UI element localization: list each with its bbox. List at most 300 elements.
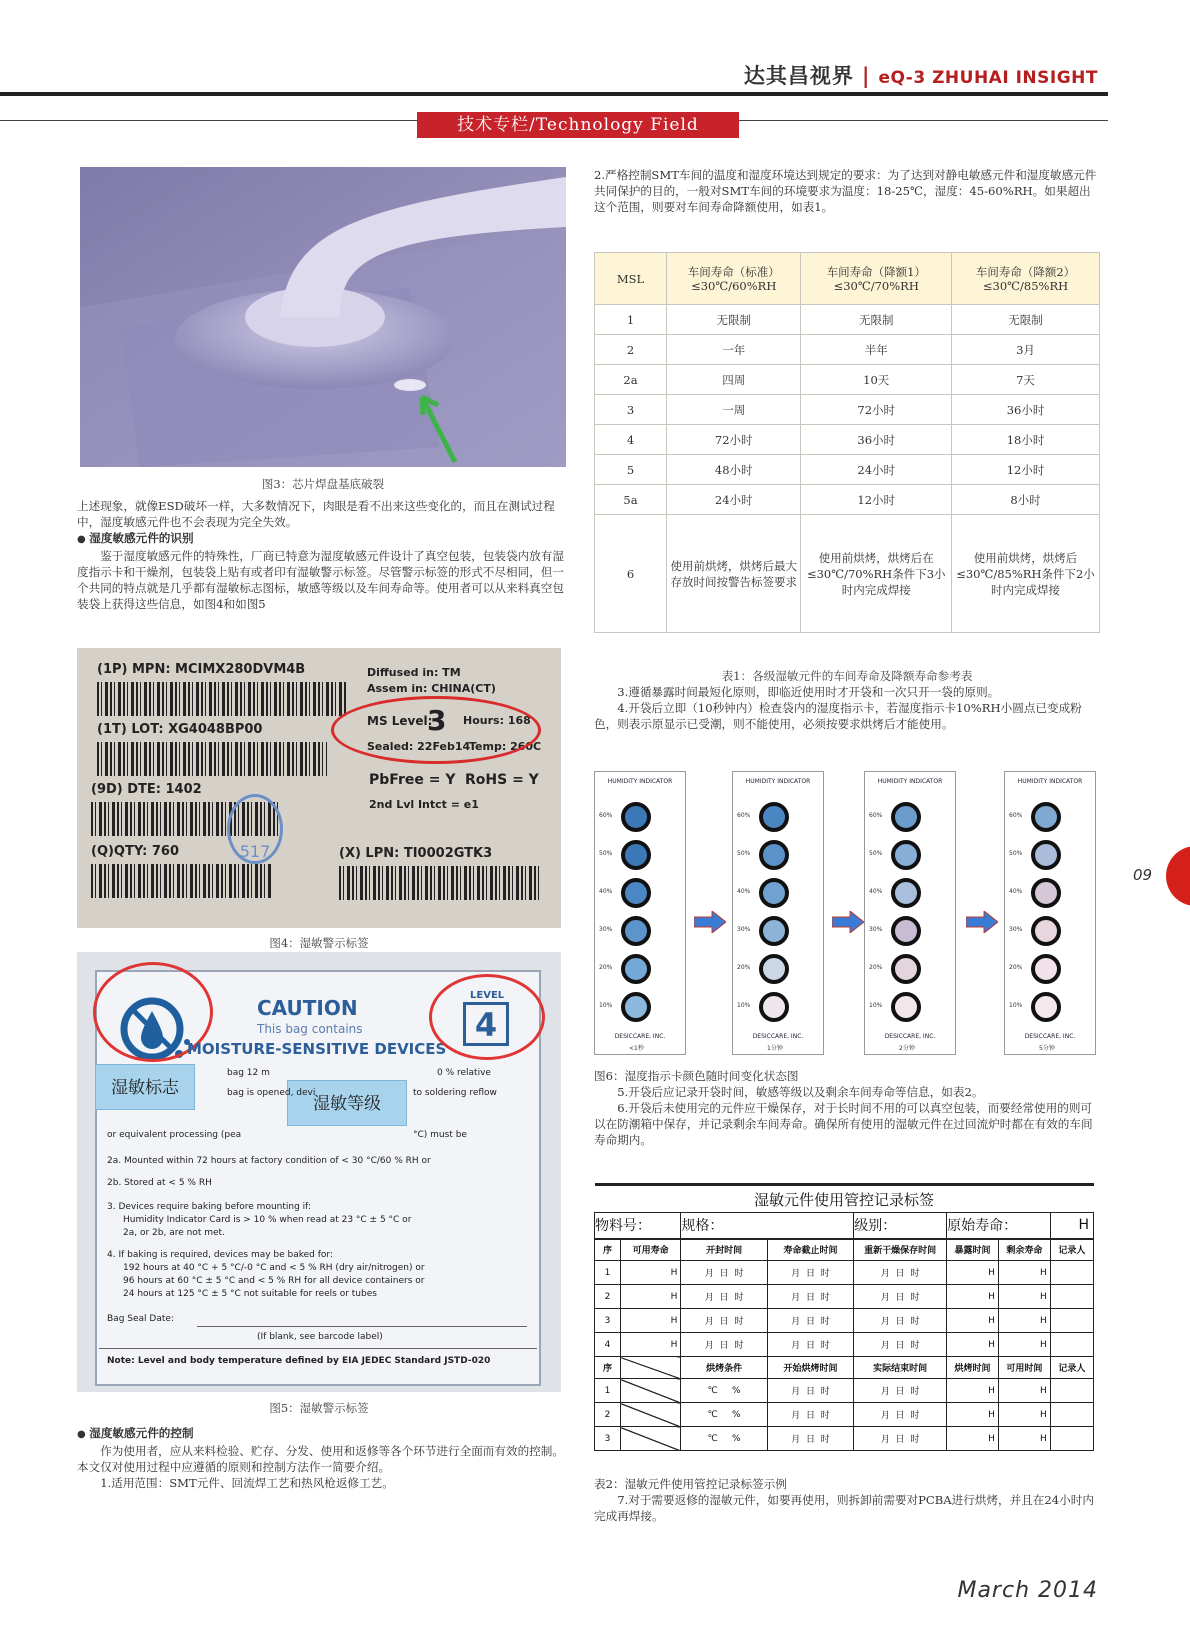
label-line: 0 % relative (437, 1068, 491, 1078)
header-rule (0, 92, 1108, 96)
level-label: LEVEL (470, 990, 505, 1001)
ms-level-label: MS Level: (367, 714, 433, 728)
indicator-dot (1031, 878, 1061, 908)
table-header-cell: 实际结束时间 (854, 1357, 947, 1379)
table-cell: H (947, 1403, 999, 1427)
unit-month: 月 (880, 1411, 890, 1421)
hours-label: Hours: 168 (463, 714, 531, 727)
label-line: 2b. Stored at < 5 % RH (107, 1178, 212, 1188)
table-row (595, 305, 1100, 335)
unit-time: 时 (910, 1341, 920, 1351)
table-cell (767, 1261, 853, 1285)
table-row (595, 485, 1100, 515)
material-no: 物料号： (595, 1213, 681, 1239)
label-line: bag is opened, devi (227, 1088, 316, 1098)
msl-floor-life-table (594, 252, 1100, 633)
table-cell (681, 1379, 767, 1403)
highlight-ellipse (429, 974, 545, 1060)
label-line: to soldering reflow (413, 1088, 497, 1098)
divider (99, 1348, 537, 1349)
record-info-row (595, 1213, 1094, 1239)
humidity-indicator-figure (594, 771, 1100, 1059)
barcode (97, 742, 327, 776)
table-cell (681, 1403, 767, 1427)
level-20: 20% (1009, 964, 1023, 971)
unit-day: 日 (806, 1317, 816, 1327)
table-cell: 7天 (952, 365, 1100, 395)
table-cell: 5a (595, 485, 667, 515)
unit-deg: ℃ (707, 1385, 718, 1396)
label-line: °C) must be (413, 1130, 467, 1140)
page-number: 09 (1133, 866, 1153, 884)
indicator-dot (621, 802, 651, 832)
seal-number: 517 (239, 842, 271, 861)
figure-5-caption: 图5：湿敏警示标签 (269, 1401, 369, 1415)
card-title: HUMIDITY INDICATOR (1017, 778, 1083, 785)
card-brand: DESICCARE, INC. (1024, 1033, 1076, 1040)
table-header-cell: MSL (595, 253, 667, 305)
table-2-caption: 表2：湿敏元件使用管控记录标签示例 (594, 1477, 787, 1491)
table-header-cell: 重新干燥保存时间 (854, 1239, 947, 1261)
label-line: or equivalent processing (pea (107, 1130, 242, 1140)
unit-month: 月 (880, 1387, 890, 1397)
table-cell (767, 1379, 853, 1403)
table-cell: H (947, 1427, 999, 1451)
table-cell: 6 (595, 515, 667, 633)
underline (197, 1326, 527, 1327)
highlight-ellipse (331, 696, 541, 764)
table-header-cell-slash (620, 1357, 680, 1379)
label-line: 2a. Mounted within 72 hours at factory condition of < 30 °C/60 % RH or (107, 1156, 431, 1166)
table-cell: H (998, 1285, 1050, 1309)
indicator-dot (621, 840, 651, 870)
record-title-row (595, 1185, 1094, 1213)
table-cell: H (947, 1285, 999, 1309)
table-cell-slash (620, 1427, 680, 1451)
unit-month: 月 (704, 1293, 714, 1303)
unit-month: 月 (880, 1341, 890, 1351)
table-cell: 半年 (801, 335, 952, 365)
unit-time: 时 (820, 1387, 830, 1397)
blank-note: (If blank, see barcode label) (257, 1332, 383, 1342)
label-line: 3. Devices require baking before mounting if: (107, 1202, 312, 1212)
time-label: <1秒 (629, 1045, 644, 1052)
indicator-dot (759, 916, 789, 946)
table-header-cell: 车间寿命（标准）≤30℃/60%RH (667, 253, 801, 305)
card-title: HUMIDITY INDICATOR (607, 778, 673, 785)
unit-time: 时 (820, 1293, 830, 1303)
unit-deg: ℃ (707, 1409, 718, 1420)
unit-time: 时 (910, 1387, 920, 1397)
table-header-cell: 车间寿命（降额2）≤30℃/85%RH (952, 253, 1100, 305)
unit-day: 日 (806, 1293, 816, 1303)
card-brand: DESICCARE, INC. (614, 1033, 666, 1040)
unit-time: 时 (910, 1293, 920, 1303)
unit-pct: % (732, 1385, 741, 1396)
unit-time: 时 (734, 1317, 744, 1327)
unit-pct: % (732, 1409, 741, 1420)
caution-title: CAUTION (257, 996, 358, 1020)
paragraph: 3.遵循暴露时间最短化原则，即临近使用时才开袋和一次只开一袋的原则。 (617, 685, 1000, 699)
arrow-right-icon (694, 911, 726, 933)
table-cell: 36小时 (952, 395, 1100, 425)
table-row (595, 1403, 1094, 1427)
indicator-dot (891, 802, 921, 832)
row-number: 2 (595, 1285, 621, 1309)
unit-month: 月 (704, 1269, 714, 1279)
level-20: 20% (869, 964, 883, 971)
table-cell: 24小时 (667, 485, 801, 515)
unit-day: 日 (719, 1341, 729, 1351)
right-text-block-3 (594, 1068, 1100, 1148)
indicator-dot (1031, 802, 1061, 832)
level-20: 20% (599, 964, 613, 971)
indicator-dot (759, 954, 789, 984)
figure-4-caption: 图4：湿敏警示标签 (269, 936, 369, 950)
unit-time: 时 (734, 1269, 744, 1279)
paragraph: 作为使用者，应从来料检验、贮存、分发、使用和返修等各个环节进行全面而有效的控制。本文仅对使用过程中应遵循的原则和控制方法作一简要介绍。 (77, 1444, 564, 1474)
table-cell: 8小时 (952, 485, 1100, 515)
jedec-note: Note: Level and body temperature defined by EIA JEDEC Standard JSTD-020 (107, 1356, 491, 1366)
table-cell: 3 (595, 395, 667, 425)
table-row (595, 1285, 1094, 1309)
label-line: bag 12 m (227, 1068, 270, 1078)
table-cell (854, 1333, 947, 1357)
humidity-card (864, 771, 956, 1055)
card-brand: DESICCARE, INC. (752, 1033, 804, 1040)
indicator-dot (891, 992, 921, 1022)
figure-4-photo (77, 648, 561, 928)
level: 级别： (854, 1213, 947, 1239)
level-50: 50% (1009, 850, 1023, 857)
table-cell: 24小时 (801, 455, 952, 485)
table-cell (1050, 1261, 1093, 1285)
card-title: HUMIDITY INDICATOR (745, 778, 811, 785)
unit-day: 日 (719, 1293, 729, 1303)
label-line: Humidity Indicator Card is > 10 % when read at 23 °C ± 5 °C or (123, 1215, 412, 1225)
paragraph: 7.对于需要返修的湿敏元件，如要再使用，则拆卸前需要对PCBA进行烘烤，并且在24小时内完成再焊接。 (594, 1493, 1094, 1523)
unit-h: H (1050, 1213, 1093, 1239)
paragraph: 5.开袋后应记录开袋时间，敏感等级以及剩余车间寿命等信息，如表2。 (617, 1085, 984, 1099)
table-cell (1050, 1403, 1093, 1427)
level-10: 10% (737, 1002, 751, 1009)
table-header-cell: 序 (595, 1239, 621, 1261)
level-10: 10% (1009, 1002, 1023, 1009)
level-40: 40% (737, 888, 751, 895)
brand-en: eQ-3 ZHUHAI INSIGHT (878, 68, 1098, 88)
figure-6-caption: 图6：湿度指示卡颜色随时间变化状态图 (594, 1069, 799, 1083)
unit-time: 时 (910, 1317, 920, 1327)
bullet-heading-control: ● 湿度敏感元件的控制 (77, 1425, 567, 1443)
level-30: 30% (1009, 926, 1023, 933)
indicator-dot (759, 992, 789, 1022)
unit-time: 时 (910, 1435, 920, 1445)
level-30: 30% (737, 926, 751, 933)
table-cell: H (620, 1333, 680, 1357)
unit-day: 日 (806, 1411, 816, 1421)
table-cell: 无限制 (801, 305, 952, 335)
row-number: 1 (595, 1261, 621, 1285)
table-cell (767, 1309, 853, 1333)
unit-deg: ℃ (707, 1433, 718, 1444)
table-cell (1050, 1379, 1093, 1403)
table-cell (854, 1403, 947, 1427)
figure-3-caption: 图3：芯片焊盘基底破裂 (261, 477, 385, 491)
table-cell (854, 1309, 947, 1333)
table-cell-slash (620, 1379, 680, 1403)
table-row (595, 515, 1100, 633)
table-header-row (595, 1239, 1094, 1261)
table-cell: 12小时 (952, 455, 1100, 485)
table-cell: H (620, 1309, 680, 1333)
unit-day: 日 (806, 1341, 816, 1351)
table-cell-slash (620, 1403, 680, 1427)
table-cell (767, 1333, 853, 1357)
table-cell: H (947, 1261, 999, 1285)
indicator-dot (1031, 840, 1061, 870)
humidity-card (594, 771, 686, 1055)
table-header-cell: 可用寿命 (620, 1239, 680, 1261)
table-cell: 3月 (952, 335, 1100, 365)
right-text-block-1 (594, 167, 1100, 215)
level-60: 60% (1009, 812, 1023, 819)
diffused-label: Diffused in: TM (367, 666, 461, 679)
table-cell (1050, 1309, 1093, 1333)
callout-moisture-icon: 湿敏标志 (95, 1064, 195, 1110)
page-tab-marker (1166, 846, 1190, 906)
table-header-cell: 序 (595, 1357, 621, 1379)
level-60: 60% (869, 812, 883, 819)
unit-month: 月 (791, 1269, 801, 1279)
table-cell (854, 1427, 947, 1451)
barcode (91, 864, 271, 898)
table-cell: H (998, 1333, 1050, 1357)
unit-time: 时 (820, 1411, 830, 1421)
level-40: 40% (869, 888, 883, 895)
unit-time: 时 (734, 1341, 744, 1351)
bullet-heading-identification: ● 湿度敏感元件的识别 (77, 530, 567, 548)
level-20: 20% (737, 964, 751, 971)
table-cell: 72小时 (667, 425, 801, 455)
table-cell (681, 1309, 767, 1333)
table-cell (681, 1333, 767, 1357)
paragraph: 2.严格控制SMT车间的温度和湿度环境达到规定的要求：为了达到对静电敏感元件和湿度敏感元件共同保护的目的，一般对SMT车间的环境要求为温度：18-25℃，湿度：45-60%RH。如果超出这个范围，则要对车间寿命降额使用，如表1。 (594, 168, 1097, 214)
table-cell (854, 1261, 947, 1285)
table-row (595, 1309, 1094, 1333)
table-cell (681, 1285, 767, 1309)
table-cell: H (998, 1261, 1050, 1285)
brand-cn: 达其昌视界 (743, 63, 854, 88)
left-text-block-1 (77, 498, 567, 612)
table-row (595, 1261, 1094, 1285)
table-cell: 5 (595, 455, 667, 485)
table-cell: H (620, 1261, 680, 1285)
table-header-cell: 剩余寿命 (998, 1239, 1050, 1261)
unit-month: 月 (791, 1411, 801, 1421)
table-cell: H (947, 1379, 999, 1403)
table-cell (854, 1379, 947, 1403)
table-row (595, 455, 1100, 485)
label-line: 192 hours at 40 °C + 5 °C/-0 °C and < 5 % RH (dry air/nitrogen) or (123, 1263, 425, 1273)
unit-day: 日 (806, 1387, 816, 1397)
table-cell: 2a (595, 365, 667, 395)
unit-month: 月 (880, 1435, 890, 1445)
unit-day: 日 (719, 1269, 729, 1279)
brand: 达其昌视界 | eQ-3 ZHUHAI INSIGHT (743, 63, 1098, 88)
level-40: 40% (599, 888, 613, 895)
indicator-dot (621, 954, 651, 984)
indicator-dot (621, 992, 651, 1022)
table-cell: H (620, 1285, 680, 1309)
table-cell (854, 1285, 947, 1309)
bag-seal-date: Bag Seal Date: (107, 1314, 174, 1324)
time-label: 1分钟 (767, 1045, 783, 1052)
table-cell: 48小时 (667, 455, 801, 485)
table-row (595, 1379, 1094, 1403)
table-cell (1050, 1333, 1093, 1357)
table-header-row (595, 1357, 1094, 1379)
unit-day: 日 (895, 1411, 905, 1421)
barcode (339, 866, 539, 900)
table-cell (767, 1403, 853, 1427)
table-header-cell: 暴露时间 (947, 1239, 999, 1261)
table-header-cell: 车间寿命（降额1）≤30℃/70%RH (801, 253, 952, 305)
table-header-cell: 开始烘烤时间 (767, 1357, 853, 1379)
unit-day: 日 (895, 1269, 905, 1279)
unit-pct: % (732, 1433, 741, 1444)
indicator-dot (1031, 992, 1061, 1022)
table-header-cell: 寿命截止时间 (767, 1239, 853, 1261)
table-cell: 4 (595, 425, 667, 455)
lpn-label: (X) LPN: TI0002GTK3 (339, 846, 493, 861)
right-text-block-2 (594, 668, 1100, 732)
table-cell (681, 1261, 767, 1285)
paragraph: 4.开袋后立即（10秒钟内）检查袋内的湿度指示卡，若湿度指示卡10%RH小圆点已变成粉色，则表示原显示已受潮，则不能使用，必须按要求烘烤后才能使用。 (594, 701, 1082, 731)
row-number: 4 (595, 1333, 621, 1357)
humidity-card (1004, 771, 1096, 1055)
table-cell: 无限制 (952, 305, 1100, 335)
table-header-cell: 烘烤条件 (681, 1357, 767, 1379)
lot-label: (1T) LOT: XG4048BP00 (97, 722, 263, 737)
table-cell: 使用前烘烤，烘烤后最大存放时间按警告标签要求 (667, 515, 801, 633)
indicator-dot (891, 878, 921, 908)
dte-label: (9D) DTE: 1402 (91, 782, 202, 797)
table-cell (681, 1427, 767, 1451)
unit-month: 月 (791, 1435, 801, 1445)
level-value: 4 (463, 1002, 509, 1046)
table-header-row (595, 253, 1100, 305)
unit-day: 日 (895, 1435, 905, 1445)
unit-day: 日 (806, 1269, 816, 1279)
table-cell (1050, 1427, 1093, 1451)
unit-time: 时 (734, 1293, 744, 1303)
level-50: 50% (737, 850, 751, 857)
card-brand: DESICCARE, INC. (884, 1033, 936, 1040)
unit-time: 时 (910, 1269, 920, 1279)
unit-month: 月 (704, 1341, 714, 1351)
unit-time: 时 (820, 1317, 830, 1327)
paragraph: 6.开袋后未使用完的元件应干燥保存，对于长时间不用的可以真空包装，而要经常使用的则可以在防潮箱中保存，并记录剩余车间寿命。确保所有使用的湿敏元件在过回流炉时都在有效的车间寿命期内。 (594, 1101, 1093, 1147)
table-cell: 72小时 (801, 395, 952, 425)
time-label: 2分钟 (899, 1045, 915, 1052)
level-50: 50% (599, 850, 613, 857)
figure-3-photo (80, 167, 566, 467)
table-row (595, 425, 1100, 455)
level-40: 40% (1009, 888, 1023, 895)
callout-level: 湿敏等级 (287, 1080, 407, 1126)
row-number: 3 (595, 1309, 621, 1333)
unit-month: 月 (704, 1317, 714, 1327)
mpn-label: (1P) MPN: MCIMX280DVM4B (97, 662, 306, 677)
seal-stamp (227, 794, 283, 864)
row-number: 1 (595, 1379, 621, 1403)
assem-label: Assem in: CHINA(CT) (367, 682, 496, 695)
table-header-cell: 记录人 (1050, 1357, 1093, 1379)
rohs-label: RoHS = Y (465, 772, 539, 788)
label-line: 2a, or 2b, are not met. (123, 1228, 225, 1238)
original-life: 原始寿命： (947, 1213, 1051, 1239)
table-cell: H (998, 1427, 1050, 1451)
level-50: 50% (869, 850, 883, 857)
msd-heading: MOISTURE-SENSITIVE DEVICES (187, 1040, 447, 1058)
level-60: 60% (599, 812, 613, 819)
level-60: 60% (737, 812, 751, 819)
record-label-table (594, 1183, 1094, 1451)
spec: 规格： (681, 1213, 854, 1239)
table-row (595, 335, 1100, 365)
table-cell: 18小时 (952, 425, 1100, 455)
humidity-card (732, 771, 824, 1055)
table-cell: 12小时 (801, 485, 952, 515)
unit-month: 月 (880, 1293, 890, 1303)
table-header-cell: 开封时间 (681, 1239, 767, 1261)
temp-label: Temp: 260C (469, 740, 542, 753)
table-cell: 1 (595, 305, 667, 335)
table-cell: H (998, 1309, 1050, 1333)
table-cell: H (947, 1309, 999, 1333)
indicator-dot (1031, 954, 1061, 984)
barcode (97, 682, 347, 716)
label-line: 4. If baking is required, devices may be baked for: (107, 1250, 334, 1260)
table-row (595, 365, 1100, 395)
table-cell: H (998, 1379, 1050, 1403)
right-text-block-4 (594, 1476, 1100, 1524)
paragraph: 上述现象，就像ESD破坏一样，大多数情况下，肉眼是看不出来这些变化的，而且在测试过程中，湿度敏感元件也不会表现为完全失效。 (77, 499, 555, 529)
table-header-cell: 可用时间 (998, 1357, 1050, 1379)
table-cell: 一年 (667, 335, 801, 365)
table-1-caption: 表1：各级湿敏元件的车间寿命及降额寿命参考表 (721, 669, 973, 683)
table-header-cell: 记录人 (1050, 1239, 1093, 1261)
unit-month: 月 (791, 1317, 801, 1327)
left-text-block-2 (77, 1425, 567, 1491)
table-cell (767, 1285, 853, 1309)
table-cell: 10天 (801, 365, 952, 395)
unit-day: 日 (895, 1317, 905, 1327)
table-cell: H (998, 1403, 1050, 1427)
record-title: 湿敏元件使用管控记录标签 (595, 1185, 1094, 1213)
table-cell: 36小时 (801, 425, 952, 455)
ms-level-value: 3 (427, 704, 447, 737)
arrow-right-icon (832, 911, 864, 933)
label-line: 96 hours at 60 °C ± 5 °C and < 5 % RH for all device containers or (123, 1276, 425, 1286)
arrow-right-icon (966, 911, 998, 933)
table-row (595, 1427, 1094, 1451)
table-cell: 2 (595, 335, 667, 365)
table-cell: 使用前烘烤，烘烤后在≤30℃/70%RH条件下3小时内完成焊接 (801, 515, 952, 633)
level-30: 30% (599, 926, 613, 933)
paragraph: 1.适用范围：SMT元件、回流焊工艺和热风枪返修工艺。 (100, 1476, 394, 1490)
level-10: 10% (599, 1002, 613, 1009)
